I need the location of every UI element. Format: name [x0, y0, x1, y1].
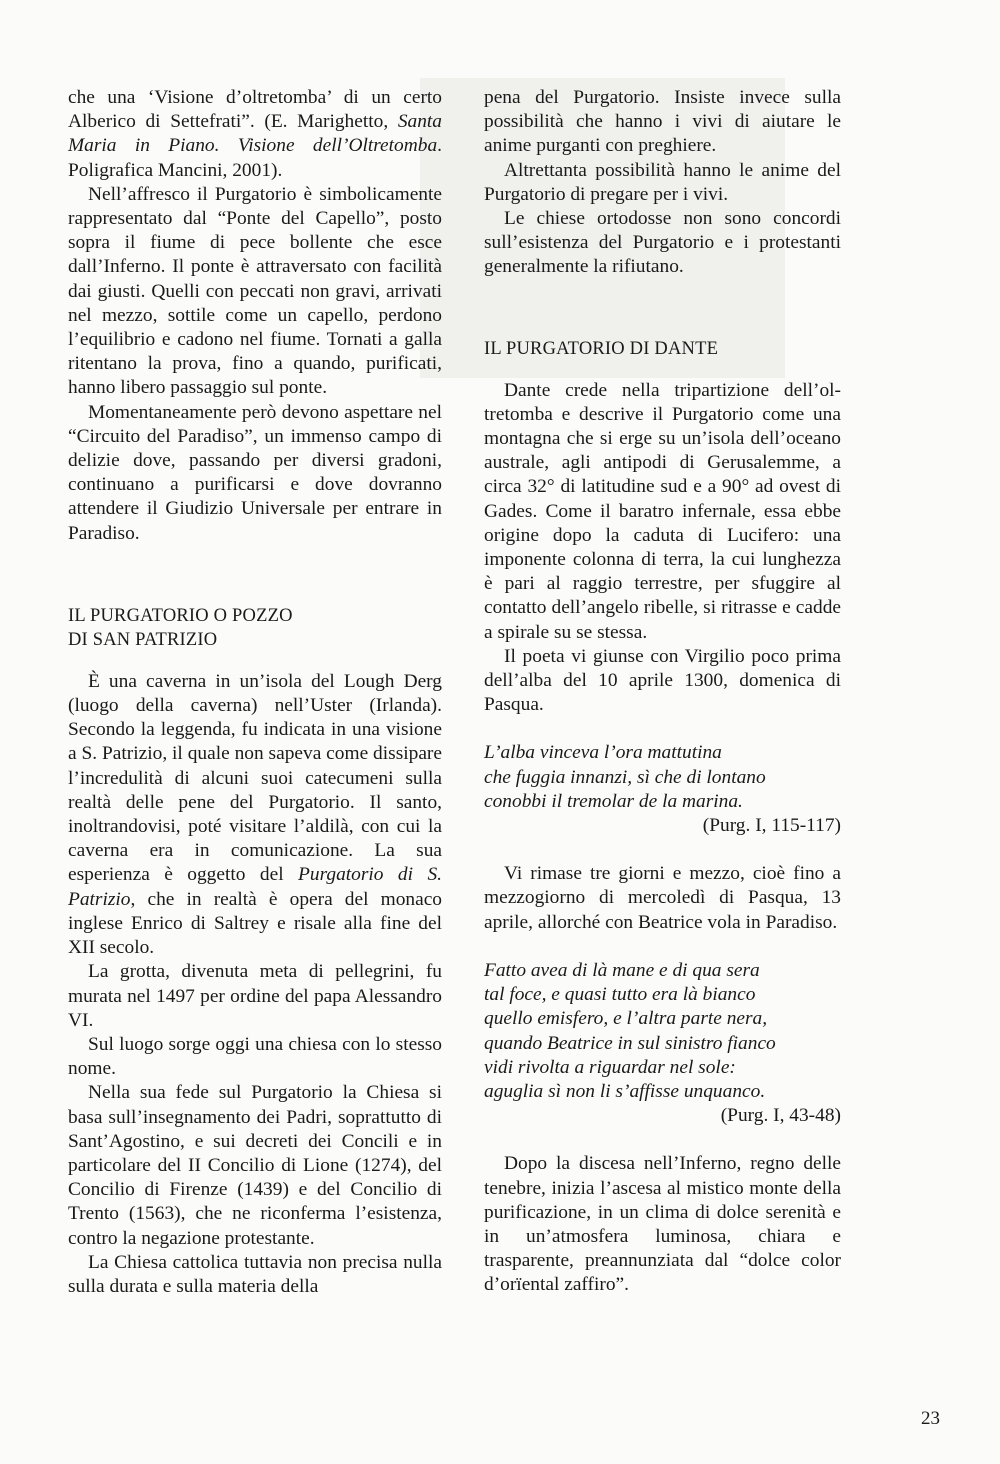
paragraph: che una ‘Visione d’oltretomba’ di un certo Alberico di Settefrati”. (E. Marighetto, Santa Maria in Piano. Visione dell’Oltretomba. Poligrafica Mancini, 2001).: [68, 87, 442, 181]
paragraph: La grotta, divenuta meta di pellegrini, fu murata nel 1497 per ordine del papa Alessandro VI.: [68, 961, 442, 1031]
paragraph: Le chiese ortodosse non sono concordi sull’esistenza del Purgatorio e i protestanti generalmente la rifiutano.: [484, 208, 841, 278]
verse-line: tal foce, e quasi tutto era là bianco: [484, 984, 756, 1006]
paragraph: Dopo la discesa nell’Inferno, regno delle tenebre, inizia l’ascesa al mistico monte della purificazione, in un clima di dolce serenità e in un’atmosfera luminosa, chiara e trasparente, preannunziata dal “dolce color d’orïental zaffiro”.: [484, 1153, 841, 1296]
paragraph: Momentaneamente però devono aspettare nel “Circuito del Paradiso”, un immenso campo di delizie dove, passando per diversi gradoni, continuano a purificarsi e dove dovranno attendere il Giudizio Universale per entrare in Paradiso.: [68, 401, 442, 544]
paragraph: Sul luogo sorge oggi una chiesa con lo stesso nome.: [68, 1033, 442, 1080]
verse-line: vidi rivolta a riguardar nel sole:: [484, 1056, 736, 1078]
left-column: [68, 86, 442, 1299]
verse-quote: [484, 959, 841, 1128]
section-heading: IL PURGATORIO DI DANTE: [484, 338, 719, 359]
paragraph: Nella sua fede sul Purgatorio la Chiesa si basa sull’insegnamento dei Padri, soprattutto di Sant’Agostino, e sui decreti dei Concili e in particolare del II Concilio di Lione (1274), del Concilio di Firenze (1439) e del Concilio di Trento (1563), che ne riconferma l’esistenza, contro la negazione protestante.: [68, 1082, 442, 1249]
section-heading: IL PURGATORIO O POZZO DI SAN PATRIZIO: [68, 605, 293, 650]
verse-line: aguglia sì non li s’affisse unquanco.: [484, 1080, 766, 1102]
verse-line: conobbi il tremolar de la marina.: [484, 790, 743, 812]
right-column: [484, 86, 841, 1298]
verse-reference: (Purg. I, 43-48): [720, 1105, 841, 1127]
verse-quote: [484, 741, 841, 838]
verse-line: L’alba vinceva l’ora mattutina: [484, 742, 722, 764]
verse-line: quando Beatrice in sul sinistro fianco: [484, 1032, 776, 1054]
verse-line: Fatto avea di là mane e di qua sera: [484, 959, 760, 981]
paragraph: Dante crede nella tripartizione dell’oltretomba e descrive il Purgatorio come una montagna che si erge su un’isola dell’oceano australe, agli antipodi di Gerusalemme, a circa 32° di latitudine sud e a 90° ad ovest di Gades. Come il baratro infernale, essa ebbe origine dopo la caduta di Lucifero: una imponente colonna di terra, la cui lunghezza è pari al raggio terrestre, per sfuggire al contatto dell’angelo ribelle, si ritrasse e cadde a spirale su se stessa.: [484, 379, 841, 643]
page-number: 23: [921, 1408, 940, 1429]
verse-reference: (Purg. I, 115-117): [702, 815, 841, 837]
paragraph: pena del Purgatorio. Insiste invece sulla possibilità che hanno i vivi di aiutare le anime purganti con preghiere.: [484, 87, 841, 157]
paragraph: La Chiesa cattolica tuttavia non precisa nulla sulla durata e sulla materia della: [68, 1251, 442, 1297]
verse-line: quello emisfero, e l’altra parte nera,: [484, 1008, 768, 1030]
paragraph: È una caverna in un’isola del Lough Derg (luogo della caverna) nell’Uster (Irlanda). Secondo la leggenda, fu indicata in una visione a S. Patrizio, il quale non sapeva come dissipare l’incredulità di alcuni suoi catecumeni sulla realtà delle pene del Purgatorio. Il santo, inoltrandovisi, poté visitare l’aldilà, con cui la caverna era in comunicazione. La sua esperienza è oggetto del Purgatorio di S. Patrizio, che in realtà è opera del monaco inglese Enrico di Saltrey e risale alla fine del XII secolo.: [68, 670, 442, 959]
verse-line: che fuggia innanzi, sì che di lontano: [484, 766, 766, 788]
paragraph: Il poeta vi giunse con Virgilio poco prima dell’alba del 10 aprile 1300, domenica di Pasqua.: [484, 645, 841, 716]
paragraph: Nell’affresco il Purgatorio è simbolicamente rappresentato dal “Ponte del Capello”, posto sopra il fiume di pece bollente che esce dall’Inferno. Il ponte è attraversato con facilità dai giusti. Quelli con peccati non gravi, arrivati nel mezzo, sottile come un capello, perdono l’equilibrio e cadono nel fiume. Tornati a galla ritentano la prova, fino a quando, purificati, hanno libero passaggio sul ponte.: [68, 183, 442, 399]
paragraph: Altrettanta possibilità hanno le anime del Purgatorio di pregare per i vivi.: [484, 159, 841, 205]
paragraph: Vi rimase tre giorni e mezzo, cioè fino a mezzogiorno di mercoledì di Pasqua, 13 aprile, allorché con Beatrice vola in Paradiso.: [484, 863, 841, 933]
